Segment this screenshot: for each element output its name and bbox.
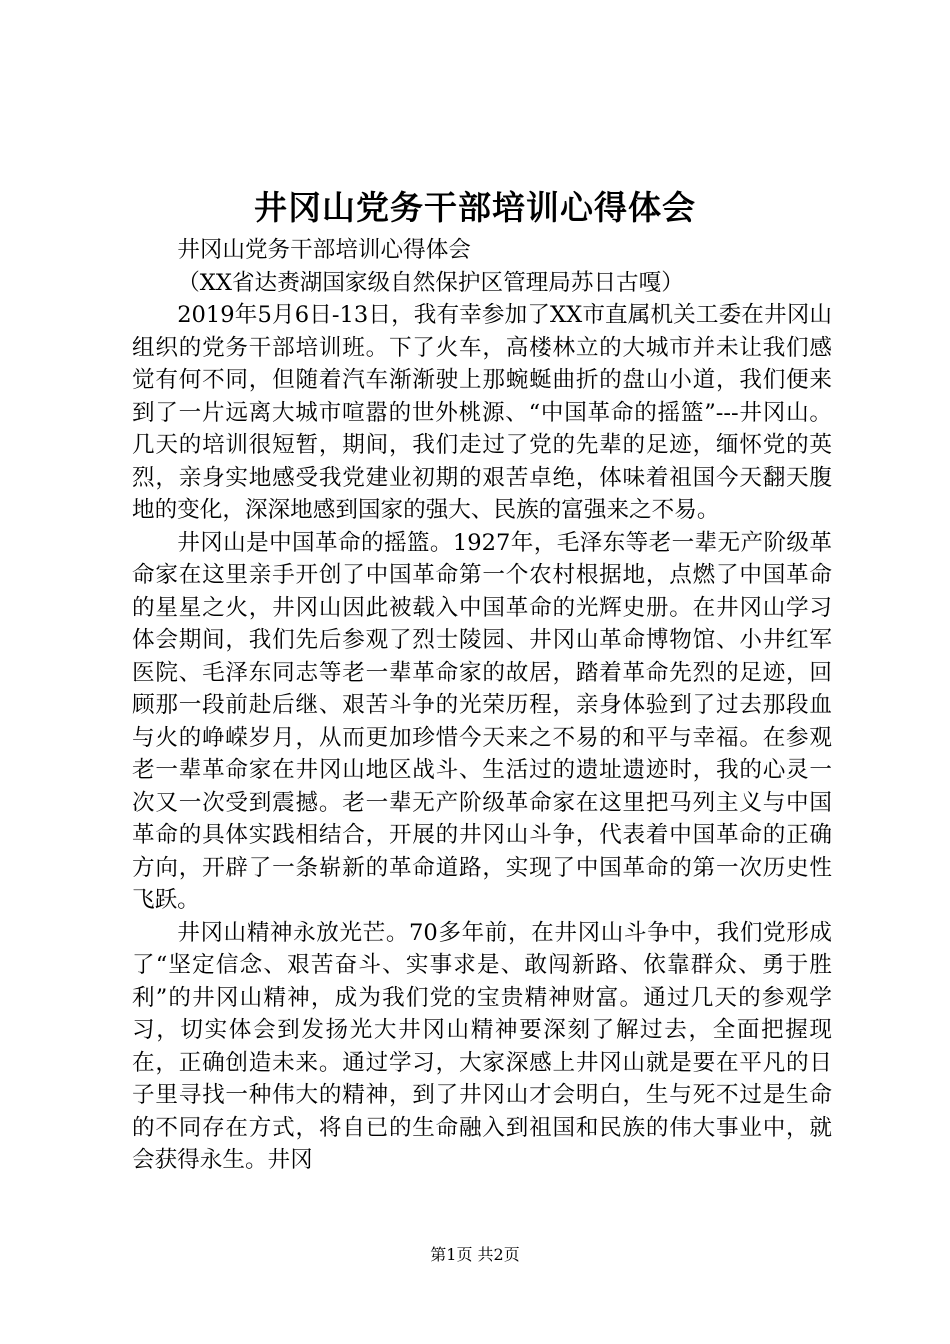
paragraph: 井冈山精神永放光芒。70多年前，在井冈山斗争中，我们党形成了“坚定信念、艰苦奋斗、实事求是、敢闯新路、依靠群众、勇于胜利”的井冈山精神，成为我们党的宝贵精神财富。通过几天的参观学习，切实体会到发扬光大井冈山精神要深刻了解过去，全面把握现在，正确创造未来。通过学习，大家深感上井冈山就是要在平凡的日子里寻找一种伟大的精神，到了井冈山才会明白，生与死不过是生命的不同存在方式，将自已的生命融入到祖国和民族的伟大事业中，就会获得永生。井冈 <box>132 919 832 1173</box>
paragraph: 2019年5月6日-13日，我有幸参加了XX市直属机关工委在井冈山组织的党务干部培训班。下了火车，高楼林立的大城市并未让我们感觉有何不同，但随着汽车渐渐驶上那蜿蜒曲折的盘山小道，我们便来到了一片远离大城市喧嚣的世外桃源、“中国革命的摇篮”---井冈山。几天的培训很短暂，期间，我们走过了党的先辈的足迹，缅怀党的英烈，亲身实地感受我党建业初期的艰苦卓绝，体味着祖国今天翻天腹地的变化，深深地感到国家的强大、民族的富强来之不易。 <box>132 302 832 523</box>
document-title: 井冈山党务干部培训心得体会 <box>254 188 696 227</box>
paragraph: 井冈山是中国革命的摇篮。1927年，毛泽东等老一辈无产阶级革命家在这里亲手开创了中国革命第一个农村根据地，点燃了中国革命的星星之火，井冈山因此被载入中国革命的光辉史册。在井冈山学习体会期间，我们先后参观了烈士陵园、井冈山革命博物馆、小井红军医院、毛泽东同志等老一辈革命家的故居，踏着革命先烈的足迹，回顾那一段前赴后继、艰苦斗争的光荣历程，亲身体验到了过去那段血与火的峥嵘岁月，从而更加珍惜今天来之不易的和平与幸福。在参观老一辈革命家在井冈山地区战斗、生活过的遗址遗迹时，我的心灵一次又一次受到震撼。老一辈无产阶级革命家在这里把马列主义与中国革命的具体实践相结合，开展的井冈山斗争，代表着中国革命的正确方向，开辟了一条崭新的革命道路，实现了中国革命的第一次历史性飞跃。 <box>132 529 832 913</box>
page-number-footer: 第1页 共2页 <box>430 1245 520 1264</box>
subtitle-line: 井冈山党务干部培训心得体会 <box>177 237 471 263</box>
document-body <box>132 234 832 1177</box>
author-line: （XX省达赉湖国家级自然保护区管理局苏日古嘎） <box>177 269 684 296</box>
